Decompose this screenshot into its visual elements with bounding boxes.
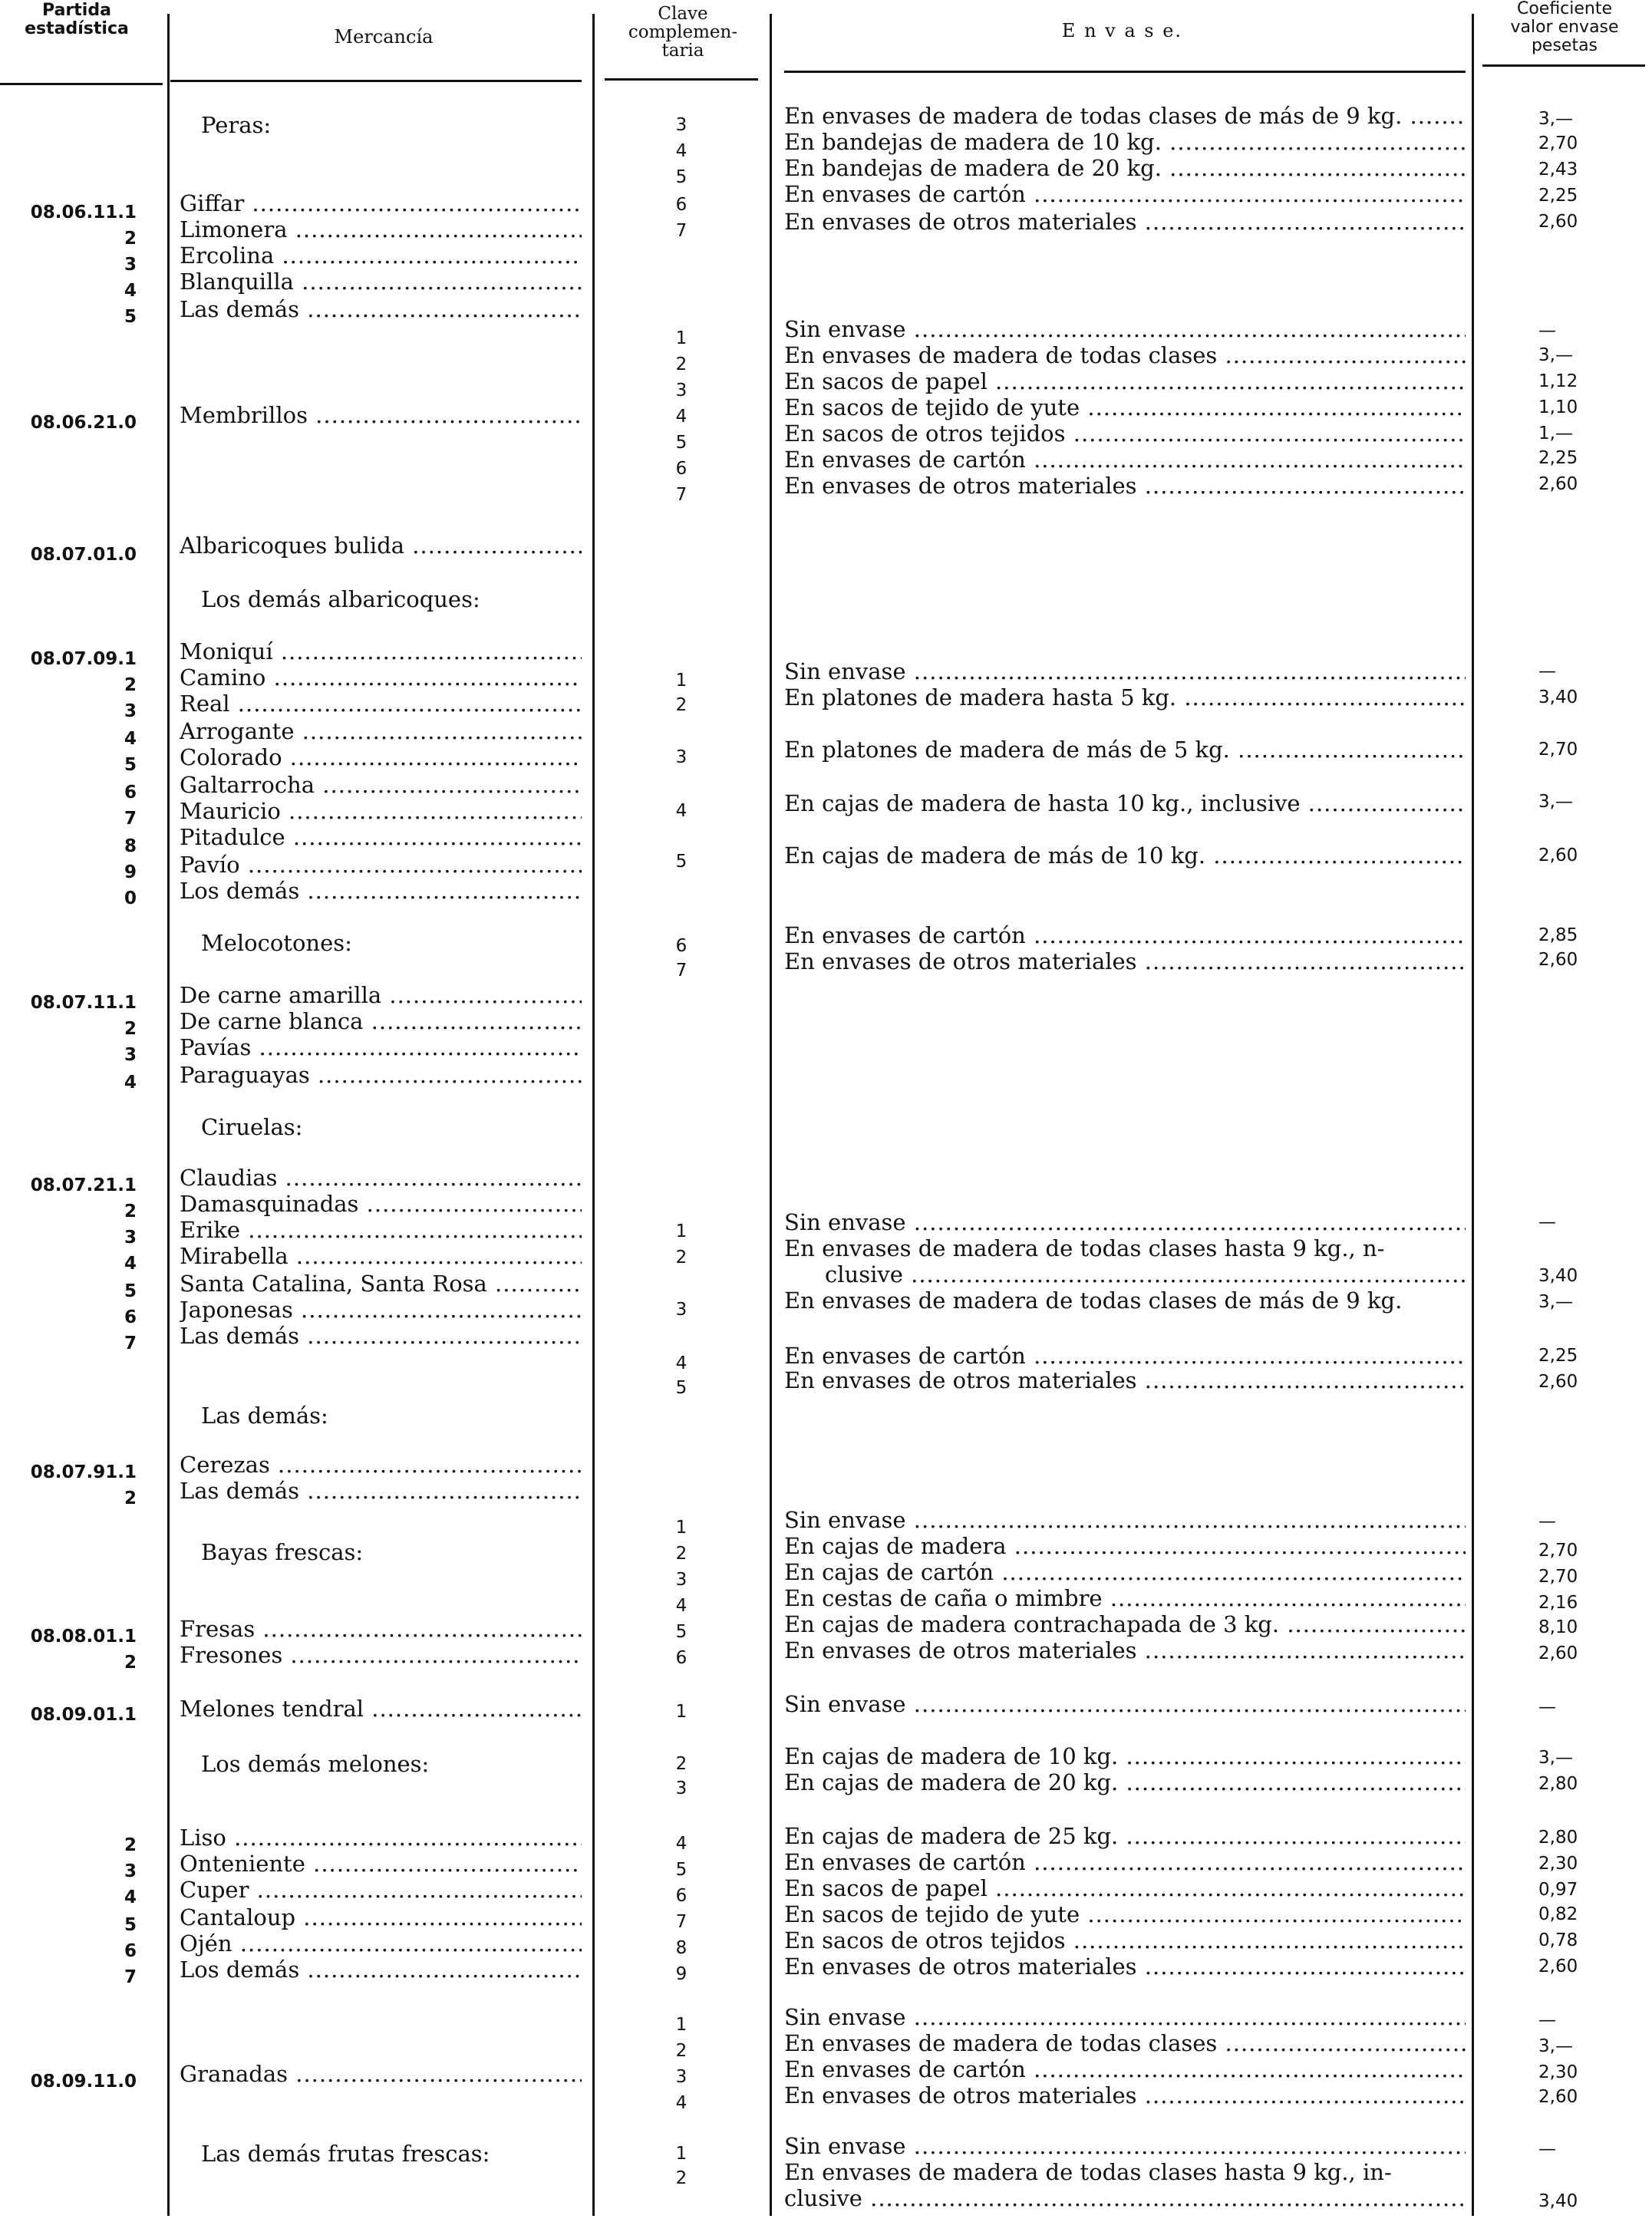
header-envase: E n v a s e.: [1061, 20, 1183, 41]
mercancia-item: Real .....: [180, 691, 582, 717]
coeficiente-value: 2,60: [1538, 1643, 1578, 1663]
coeficiente-value: 2,25: [1538, 1346, 1578, 1366]
header-rule-partida: [0, 83, 163, 85]
envase-description: En cajas de madera de 10 kg. .....: [784, 1743, 1466, 1769]
mercancia-item: Camino .....: [180, 664, 582, 691]
partida-code: 08.09.01.1: [30, 1705, 137, 1725]
envase-description: Sin envase .....: [784, 1691, 1466, 1717]
partida-code: 7: [124, 1967, 137, 1987]
mercancia-item: Liso .....: [180, 1825, 582, 1851]
partida-code: 6: [124, 783, 137, 803]
clave-code: 4: [675, 1596, 688, 1616]
section-heading: Melocotones:: [201, 930, 352, 956]
partida-code: 2: [124, 1835, 137, 1855]
clave-code: 3: [675, 1570, 688, 1590]
clave-code: 5: [675, 1622, 688, 1642]
clave-code: 4: [675, 801, 688, 821]
envase-description: Sin envase .....: [784, 1209, 1466, 1235]
envase-description: En sacos de tejido de yute .....: [784, 394, 1466, 420]
partida-code: 2: [124, 229, 137, 249]
coeficiente-value: 2,60: [1538, 950, 1578, 970]
coeficiente-value: 3,—: [1538, 345, 1573, 365]
coeficiente-value: 2,70: [1538, 1567, 1578, 1587]
clave-code: 4: [675, 2093, 688, 2113]
envase-description: En envases de otros materiales .....: [784, 209, 1466, 235]
clave-code: 1: [675, 1221, 688, 1241]
coeficiente-value: 2,85: [1538, 925, 1578, 945]
clave-code: 6: [675, 1648, 688, 1668]
clave-code: 7: [675, 485, 688, 505]
clave-code: 6: [675, 459, 688, 479]
mercancia-item: Giffar .....: [180, 190, 582, 216]
clave-code: 2: [675, 1544, 688, 1564]
envase-description: En sacos de papel .....: [784, 1875, 1466, 1901]
partida-code: 2: [124, 1202, 137, 1221]
header-coeficiente: Coeficiente valor envase pesetas: [1510, 0, 1619, 55]
header-mercancia: Mercancía: [334, 26, 434, 48]
partida-code: 08.07.01.0: [30, 545, 137, 565]
mercancia-item: Ercolina .....: [180, 242, 582, 269]
partida-code: 5: [124, 307, 137, 327]
mercancia-item: Cuper .....: [180, 1877, 582, 1903]
clave-code: 5: [675, 433, 688, 453]
envase-description: En cajas de madera .....: [784, 1533, 1466, 1559]
envase-description: En envases de cartón .....: [784, 1343, 1466, 1369]
mercancia-item: Onteniente .....: [180, 1851, 582, 1877]
mercancia-item: Pavío .....: [180, 852, 582, 878]
mercancia-item: Los demás .....: [180, 878, 582, 904]
partida-code: 7: [124, 809, 137, 829]
section-heading: Ciruelas:: [201, 1114, 303, 1140]
mercancia-item: Paraguayas .....: [180, 1062, 582, 1088]
clave-code: 2: [675, 2168, 688, 2188]
mercancia-item: Japonesas .....: [180, 1297, 582, 1323]
column-rule-1: [167, 14, 170, 2216]
clave-code: 2: [675, 695, 688, 715]
coeficiente-value: 1,10: [1538, 397, 1578, 417]
envase-description: En envases de otros materiales .....: [784, 948, 1466, 974]
coeficiente-value: 3,40: [1538, 2191, 1578, 2211]
envase-description: Sin envase .....: [784, 2133, 1466, 2159]
mercancia-item: Ojén .....: [180, 1930, 582, 1957]
clave-code: 7: [675, 221, 688, 241]
clave-code: 3: [675, 115, 688, 135]
coeficiente-value: 3,—: [1538, 109, 1573, 129]
partida-code: 9: [124, 862, 137, 882]
coeficiente-value: 0,82: [1538, 1904, 1578, 1924]
envase-description: En bandejas de madera de 10 kg. .....: [784, 129, 1466, 155]
clave-code: 2: [675, 1754, 688, 1774]
partida-code: 08.07.09.1: [30, 649, 137, 669]
coeficiente-value: 1,12: [1538, 371, 1578, 391]
mercancia-item: De carne amarilla .....: [180, 982, 582, 1008]
header-rule-coeficiente: [1482, 64, 1645, 67]
clave-code: 5: [675, 1378, 688, 1398]
envase-description: En sacos de papel .....: [784, 368, 1466, 394]
coeficiente-value: 2,80: [1538, 1774, 1578, 1794]
coeficiente-value: 3,—: [1538, 792, 1573, 812]
mercancia-item: Cerezas .....: [180, 1452, 582, 1478]
coeficiente-value: 2,60: [1538, 212, 1578, 232]
envase-description: clusive .....: [825, 1261, 1466, 1287]
coeficiente-value: 0,97: [1538, 1880, 1578, 1900]
partida-code: 6: [124, 1941, 137, 1961]
coeficiente-value: —: [1538, 1212, 1556, 1232]
envase-description: En envases de cartón .....: [784, 447, 1466, 473]
clave-code: 9: [675, 1964, 688, 1984]
clave-code: 4: [675, 1834, 688, 1854]
mercancia-item: Las demás .....: [180, 296, 582, 322]
partida-code: 2: [124, 675, 137, 695]
coeficiente-value: 3,—: [1538, 1292, 1573, 1312]
partida-code: 8: [124, 836, 137, 856]
column-rule-3: [770, 14, 772, 2216]
coeficiente-value: 2,70: [1538, 740, 1578, 760]
coeficiente-value: —: [1538, 661, 1556, 681]
clave-code: 2: [675, 354, 688, 374]
partida-code: 5: [124, 755, 137, 775]
mercancia-item: Los demás .....: [180, 1957, 582, 1983]
coeficiente-value: 2,30: [1538, 2062, 1578, 2082]
mercancia-item: Las demás .....: [180, 1323, 582, 1349]
mercancia-item: Pavías .....: [180, 1034, 582, 1060]
envase-description: Sin envase .....: [784, 658, 1466, 684]
coeficiente-value: 8,10: [1538, 1617, 1578, 1637]
partida-code: 2: [124, 1019, 137, 1039]
mercancia-item: Pitadulce .....: [180, 824, 582, 850]
envase-description: En envases de madera de todas clases .....: [784, 2030, 1466, 2056]
mercancia-item: De carne blanca .....: [180, 1008, 582, 1034]
clave-code: 3: [675, 1300, 688, 1320]
clave-code: 6: [675, 195, 688, 215]
clave-code: 3: [675, 747, 688, 767]
header-partida: Partida estadística: [25, 1, 129, 38]
clave-code: 1: [675, 671, 688, 691]
coeficiente-value: 2,25: [1538, 448, 1578, 468]
clave-code: 4: [675, 141, 688, 161]
mercancia-item: Mauricio .....: [180, 798, 582, 824]
coeficiente-value: —: [1538, 2139, 1556, 2159]
partida-code: 2: [124, 1653, 137, 1673]
section-heading: Los demás albaricoques:: [201, 586, 480, 612]
partida-code: 3: [124, 1861, 137, 1881]
mercancia-item: Limonera .....: [180, 216, 582, 242]
clave-code: 4: [675, 407, 688, 427]
coeficiente-value: 2,43: [1538, 160, 1578, 180]
section-heading: Las demás frutas frescas:: [201, 2141, 490, 2167]
envase-description: En cajas de madera de 25 kg. .....: [784, 1823, 1466, 1849]
coeficiente-value: 2,80: [1538, 1828, 1578, 1848]
coeficiente-value: 2,60: [1538, 1372, 1578, 1392]
clave-code: 6: [675, 936, 688, 956]
partida-code: 4: [124, 281, 137, 301]
partida-code: 08.06.21.0: [30, 413, 137, 433]
mercancia-item: Moniquí .....: [180, 638, 582, 664]
envase-description: En cajas de madera de hasta 10 kg., inclusive .....: [784, 790, 1466, 816]
clave-code: 3: [675, 2067, 688, 2087]
clave-code: 4: [675, 1353, 688, 1373]
mercancia-item: Santa Catalina, Santa Rosa .....: [180, 1271, 582, 1297]
coeficiente-value: —: [1538, 1512, 1556, 1531]
column-rule-4: [1472, 14, 1474, 2216]
envase-description: En envases de madera de todas clases hasta 9 kg., n-: [784, 1235, 1385, 1261]
partida-code: 4: [124, 1254, 137, 1274]
clave-code: 6: [675, 1886, 688, 1906]
coeficiente-value: 2,60: [1538, 2087, 1578, 2107]
partida-code: 4: [124, 729, 137, 749]
header-rule-envase: [784, 71, 1466, 73]
envase-description: En platones de madera hasta 5 kg. .....: [784, 684, 1466, 710]
coeficiente-value: 2,25: [1538, 186, 1578, 206]
mercancia-item: Albaricoques bulida .....: [180, 532, 582, 559]
section-heading: Bayas frescas:: [201, 1539, 364, 1565]
partida-code: 08.07.21.1: [30, 1175, 137, 1195]
envase-description: En envases de otros materiales .....: [784, 1367, 1466, 1393]
mercancia-item: Blanquilla .....: [180, 269, 582, 295]
clave-code: 5: [675, 167, 688, 187]
clave-code: 7: [675, 961, 688, 981]
partida-code: 6: [124, 1307, 137, 1327]
column-rule-2: [592, 14, 595, 2216]
coeficiente-value: —: [1538, 321, 1556, 341]
envase-description: En cajas de madera de 20 kg. .....: [784, 1769, 1466, 1795]
mercancia-item: Las demás .....: [180, 1478, 582, 1504]
clave-code: 3: [675, 1779, 688, 1798]
envase-description: En envases de otros materiales .....: [784, 2082, 1466, 2108]
coeficiente-value: 2,16: [1538, 1593, 1578, 1613]
section-heading: Peras:: [201, 112, 272, 138]
coeficiente-value: 1,—: [1538, 424, 1573, 443]
envase-description: En platones de madera de más de 5 kg. .....: [784, 737, 1466, 763]
clave-code: 2: [675, 2041, 688, 2061]
envase-description: En envases de otros materiales .....: [784, 473, 1466, 499]
envase-description: En envases de madera de todas clases de más de 9 kg.: [784, 1287, 1403, 1314]
clave-code: 5: [675, 1860, 688, 1880]
clave-code: 1: [675, 328, 688, 348]
envase-description: En sacos de otros tejidos .....: [784, 1927, 1466, 1953]
mercancia-item: Melones tendral .....: [180, 1696, 582, 1722]
partida-code: 08.07.91.1: [30, 1462, 137, 1482]
partida-code: 3: [124, 1045, 137, 1065]
clave-code: 1: [675, 1518, 688, 1538]
header-rule-mercancia: [170, 80, 582, 82]
partida-code: 08.08.01.1: [30, 1627, 137, 1647]
envase-description: En cajas de madera de más de 10 kg. .....: [784, 842, 1466, 869]
coeficiente-value: 3,—: [1538, 1748, 1573, 1768]
mercancia-item: Membrillos .....: [180, 402, 582, 428]
mercancia-item: Arrogante .....: [180, 718, 582, 744]
envase-description: En envases de otros materiales .....: [784, 1637, 1466, 1663]
mercancia-item: Damasquinadas .....: [180, 1191, 582, 1217]
envase-description: En envases de cartón .....: [784, 1849, 1466, 1875]
envase-description: En envases de cartón .....: [784, 181, 1466, 207]
partida-code: 3: [124, 1228, 137, 1248]
section-heading: Las demás:: [201, 1403, 328, 1429]
mercancia-item: Fresones .....: [180, 1642, 582, 1668]
coeficiente-value: 3,40: [1538, 1266, 1578, 1286]
header-rule-clave: [605, 78, 758, 81]
coeficiente-value: 3,—: [1538, 2036, 1573, 2056]
mercancia-item: Cantaloup .....: [180, 1904, 582, 1930]
mercancia-item: Claudias .....: [180, 1165, 582, 1191]
envase-description: Sin envase .....: [784, 1507, 1466, 1533]
envase-description: clusive .....: [784, 2185, 1466, 2211]
coeficiente-value: 2,60: [1538, 846, 1578, 865]
clave-code: 8: [675, 1938, 688, 1958]
partida-code: 5: [124, 1915, 137, 1935]
envase-description: En sacos de tejido de yute .....: [784, 1901, 1466, 1927]
coeficiente-value: 2,60: [1538, 474, 1578, 494]
clave-code: 2: [675, 1248, 688, 1268]
envase-description: En cestas de caña o mimbre .....: [784, 1585, 1466, 1611]
mercancia-item: Granadas .....: [180, 2061, 582, 2087]
envase-description: Sin envase .....: [784, 316, 1466, 342]
coeficiente-value: 3,40: [1538, 687, 1578, 707]
partida-code: 4: [124, 1073, 137, 1093]
partida-code: 4: [124, 1887, 137, 1907]
coeficiente-value: 2,30: [1538, 1854, 1578, 1874]
section-heading: Los demás melones:: [201, 1751, 430, 1777]
partida-code: 5: [124, 1281, 137, 1301]
partida-code: 08.06.11.1: [30, 203, 137, 223]
partida-code: 3: [124, 255, 137, 275]
envase-description: En bandejas de madera de 20 kg. .....: [784, 155, 1466, 181]
envase-description: En envases de madera de todas clases .....: [784, 342, 1466, 368]
envase-description: En envases de cartón .....: [784, 2056, 1466, 2082]
partida-code: 08.09.11.0: [30, 2072, 137, 2092]
coeficiente-value: 2,70: [1538, 1541, 1578, 1561]
clave-code: 1: [675, 1702, 688, 1722]
partida-code: 0: [124, 888, 137, 908]
clave-code: 1: [675, 2015, 688, 2035]
coeficiente-value: 2,60: [1538, 1957, 1578, 1976]
coeficiente-value: 2,70: [1538, 134, 1578, 153]
partida-code: 2: [124, 1488, 137, 1508]
partida-code: 3: [124, 701, 137, 721]
envase-description: En envases de madera de todas clases hasta 9 kg., in-: [784, 2159, 1392, 2185]
coeficiente-value: —: [1538, 1697, 1556, 1717]
envase-description: Sin envase .....: [784, 2004, 1466, 2030]
clave-code: 1: [675, 2144, 688, 2164]
envase-description: En cajas de cartón .....: [784, 1559, 1466, 1585]
coeficiente-value: 0,78: [1538, 1930, 1578, 1950]
clave-code: 7: [675, 1912, 688, 1932]
partida-code: 08.07.11.1: [30, 993, 137, 1013]
clave-code: 3: [675, 381, 688, 401]
envase-description: En envases de madera de todas clases de más de 9 kg. .....: [784, 103, 1466, 129]
partida-code: 7: [124, 1334, 137, 1353]
mercancia-item: Mirabella .....: [180, 1243, 582, 1269]
envase-description: En cajas de madera contrachapada de 3 kg. .....: [784, 1611, 1466, 1637]
coeficiente-value: —: [1538, 2010, 1556, 2030]
header-clave: Clave complemen- taria: [628, 4, 738, 61]
mercancia-item: Galtarrocha .....: [180, 772, 582, 798]
mercancia-item: Colorado .....: [180, 744, 582, 770]
clave-code: 5: [675, 852, 688, 872]
envase-description: En envases de cartón .....: [784, 922, 1466, 948]
mercancia-item: Fresas .....: [180, 1616, 582, 1642]
mercancia-item: Erike .....: [180, 1217, 582, 1243]
envase-description: En sacos de otros tejidos .....: [784, 420, 1466, 447]
envase-description: En envases de otros materiales .....: [784, 1953, 1466, 1980]
